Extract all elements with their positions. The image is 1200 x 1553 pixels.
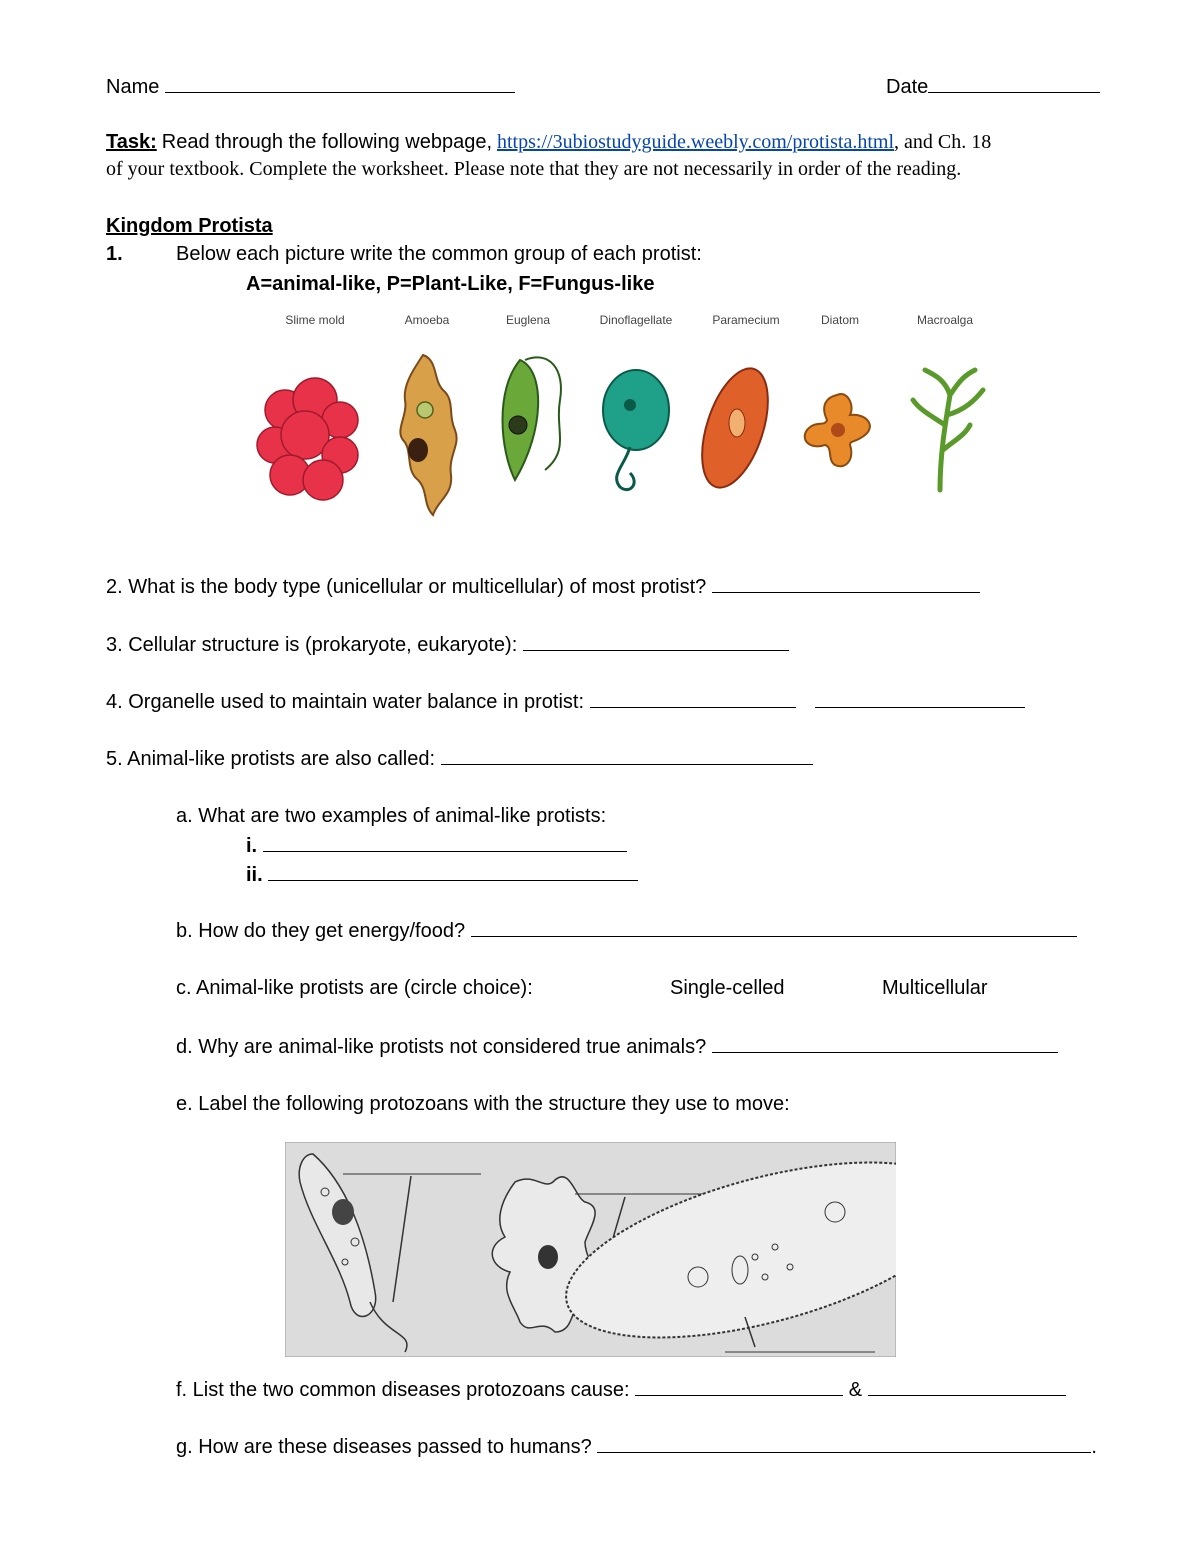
protista-link[interactable]: https://3ubiostudyguide.weebly.com/protista.html [497, 131, 895, 153]
task-line-1 [106, 130, 991, 154]
name-field[interactable] [165, 74, 515, 93]
q5b-answer[interactable] [471, 918, 1077, 937]
organism-label: Amoeba [404, 313, 450, 327]
q2-text: 2. What is the body type (unicellular or multicellular) of most protist? [106, 576, 707, 598]
q1-number: 1. [106, 243, 123, 265]
q5a-i-label: i. [246, 835, 258, 857]
organism-label: Slime mold [285, 313, 345, 327]
q2-answer[interactable] [712, 574, 980, 593]
q5c-choice-multi[interactable]: Multicellular [882, 977, 988, 999]
amoeba-image [393, 350, 463, 520]
q5b-text: b. How do they get energy/food? [176, 920, 466, 942]
q5-answer[interactable] [441, 746, 813, 765]
q5e-text: e. Label the following protozoans with the structure they use to move: [176, 1093, 790, 1115]
q5c-choice-single[interactable]: Single-celled [670, 977, 785, 999]
q5g-answer[interactable] [597, 1434, 1091, 1453]
q3-answer[interactable] [523, 632, 789, 651]
q3-row [106, 632, 789, 657]
organism-label: Macroalga [916, 313, 974, 327]
protozoans-drawing [285, 1142, 896, 1357]
task-text-after: , and Ch. 18 [894, 131, 992, 153]
euglena-image [490, 350, 580, 490]
q5-text: 5. Animal-like protists are also called: [106, 748, 436, 770]
organism-label: Diatom [820, 313, 859, 327]
q5a-ii-answer[interactable] [268, 862, 638, 881]
slime-mold-image [255, 375, 365, 505]
q5a-ii-label: ii. [246, 864, 263, 886]
q4-answer-2[interactable] [815, 689, 1025, 708]
q5b-row [176, 918, 1077, 943]
q5d-row [176, 1034, 1058, 1059]
macroalga-image [905, 355, 990, 495]
task-label: Task: [106, 131, 157, 153]
q4-row [106, 689, 1025, 714]
task-text: Read through the following webpage, [161, 131, 492, 153]
q1-key: A=animal-like, P=Plant-Like, F=Fungus-like [246, 273, 655, 295]
q3-text: 3. Cellular structure is (prokaryote, eukaryote): [106, 634, 518, 656]
q5f-answer-2[interactable] [868, 1377, 1066, 1396]
q5d-answer[interactable] [712, 1034, 1058, 1053]
q5a-text: a. What are two examples of animal-like protists: [176, 805, 607, 827]
q4-answer-1[interactable] [590, 689, 796, 708]
task-line-2: of your textbook. Complete the worksheet. Please note that they are not necessarily in order of the reading. [106, 158, 962, 180]
q5d-text: d. Why are animal-like protists not considered true animals? [176, 1036, 707, 1058]
dinoflagellate-image [600, 365, 675, 495]
q5a-ii-row [246, 862, 638, 887]
date-field[interactable] [928, 74, 1100, 93]
date-row [886, 74, 1100, 99]
paramecium-image [695, 358, 775, 498]
section-title: Kingdom Protista [106, 215, 273, 237]
name-label: Name [106, 76, 160, 98]
q5-row [106, 746, 813, 771]
q5f-text: f. List the two common diseases protozoans cause: [176, 1379, 630, 1401]
q4-text: 4. Organelle used to maintain water balance in protist: [106, 691, 585, 713]
q5f-answer-1[interactable] [635, 1377, 843, 1396]
q5g-period: . [1091, 1436, 1097, 1458]
name-row [106, 74, 515, 99]
q5f-row [176, 1377, 1066, 1402]
q5c-text: c. Animal-like protists are (circle choice): [176, 977, 533, 999]
q5a-i-row [246, 833, 627, 858]
date-label: Date [886, 76, 929, 98]
q5f-ampersand: & [848, 1379, 863, 1401]
diatom-image [795, 385, 880, 475]
q5g-text: g. How are these diseases passed to humans? [176, 1436, 592, 1458]
q5a-i-answer[interactable] [263, 833, 627, 852]
q5g-row [176, 1434, 1097, 1459]
organism-label: Paramecium [712, 313, 780, 327]
q1-text: Below each picture write the common group of each protist: [176, 243, 702, 265]
organism-label: Dinoflagellate [599, 313, 673, 327]
q2-row [106, 574, 980, 599]
organism-label: Euglena [505, 313, 551, 327]
